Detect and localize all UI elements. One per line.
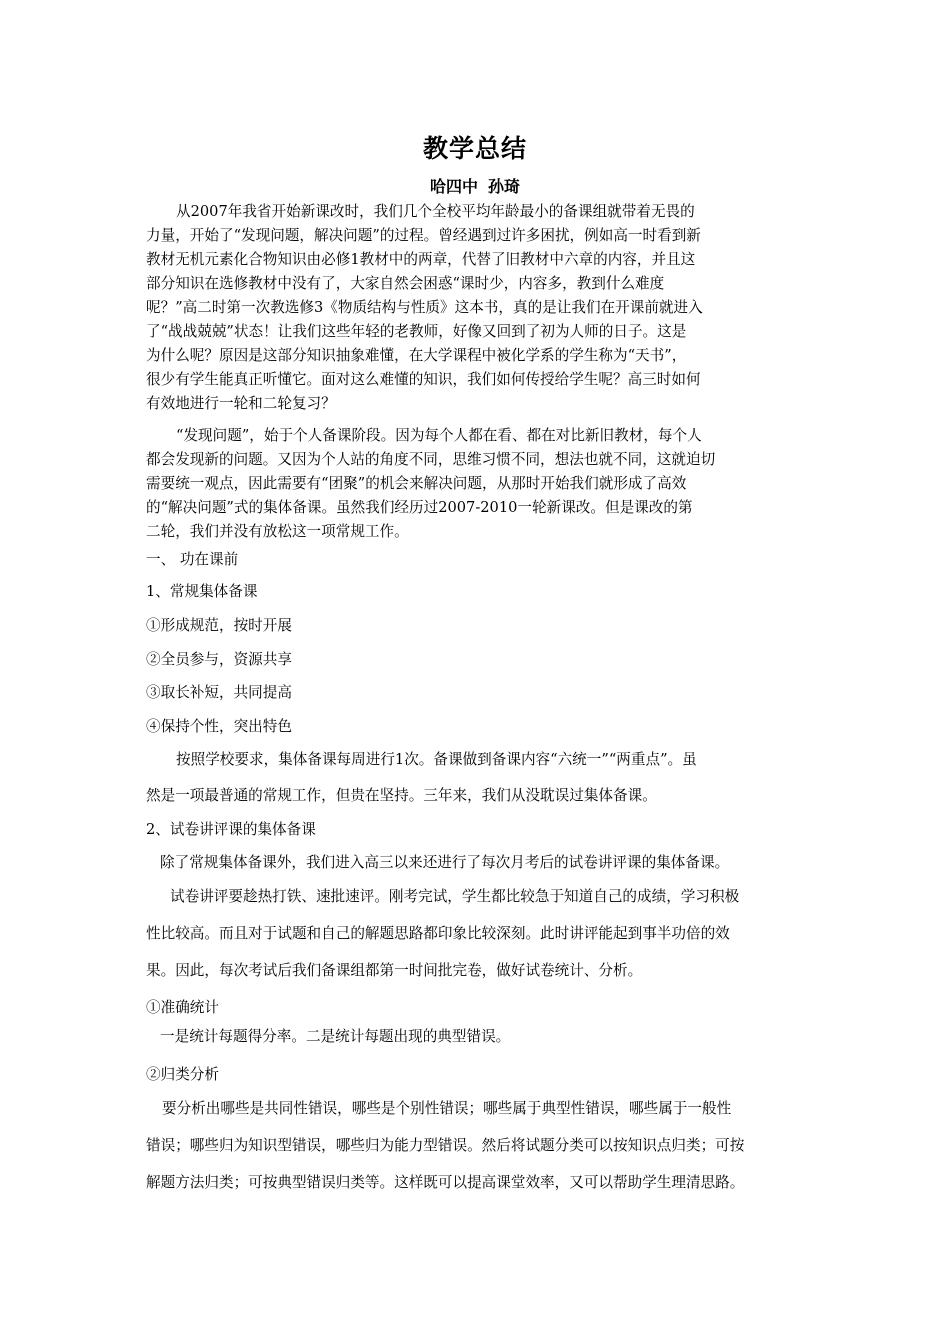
second-paragraph [146, 424, 814, 544]
paragraph-line: 力量，开始了“发现问题，解决问题”的过程。曾经遇到过许多困扰，例如高一时看到新 [146, 227, 701, 244]
paragraph-line: “发现问题”，始于个人备课阶段。因为每个人都在看、都在对比新旧教材，每个人 [176, 427, 702, 444]
third-paragraph [146, 742, 814, 814]
paragraph-line: 需要统一观点，因此需要有“团聚”的机会来解决问题，从那时开始我们就形成了高效 [146, 475, 687, 492]
author-line [0, 176, 950, 198]
subheading-1: 1、常规集体备课 [146, 583, 258, 600]
paragraph-line: 要分析出哪些是共同性错误，哪些是个别性错误；哪些属于典型性错误，哪些属于一般性 [162, 1100, 732, 1117]
paragraph-line: 二轮，我们并没有放松这一项常规工作。 [146, 523, 409, 540]
list-item: ①形成规范，按时开展 [146, 617, 292, 634]
paragraph-line: 一是统计每题得分率。二是统计每题出现的典型错误。 [160, 1028, 511, 1045]
paragraph-line: 从2007年我省开始新课改时，我们几个全校平均年龄最小的备课组就带着无畏的 [176, 203, 695, 220]
author-school: 哈四中 [429, 177, 478, 196]
paragraph-line: 部分知识在选修教材中没有了，大家自然会困惑“课时少，内容多，教到什么难度 [146, 275, 665, 292]
list-item: ①准确统计 [146, 999, 219, 1016]
paragraph-line: 为什么呢？原因是这部分知识抽象难懂，在大学课程中被化学系的学生称为“天书”， [146, 347, 687, 364]
paragraph-line: 错误；哪些归为知识型错误，哪些归为能力型错误。然后将试题分类可以按知识点归类；可按 [146, 1137, 745, 1154]
paragraph-line: 解题方法归类；可按典型错误归类等。这样既可以提高课堂效率，又可以帮助学生理清思路。 [146, 1174, 745, 1191]
list-item: ③取长补短，共同提高 [146, 684, 292, 701]
subheading-2: 2、试卷讲评课的集体备课 [146, 821, 316, 838]
list-item: ②归类分析 [146, 1066, 219, 1083]
list-item: ④保持个性，突出特色 [146, 718, 292, 735]
paragraph-line: 果。因此，每次考试后我们备课组都第一时间批完卷，做好试卷统计、分析。 [146, 962, 643, 979]
paragraph-line: 很少有学生能真正听懂它。面对这么难懂的知识，我们如何传授给学生呢？高三时如何 [146, 371, 701, 388]
author-name: 孙琦 [488, 177, 521, 196]
document-title: 教学总结 [422, 134, 527, 163]
list-item: ②全员参与，资源共享 [146, 651, 292, 668]
paragraph-line: 有效地进行一轮和二轮复习？ [146, 395, 336, 412]
paragraph-line: 都会发现新的问题。又因为个人站的角度不同，思维习惯不同，想法也就不同，这就迫切 [146, 451, 716, 468]
paragraph-line: 的“解决问题”式的集体备课。虽然我们经历过2007-2010一轮新课改。但是课改的第 [146, 499, 693, 516]
paragraph-line: 教材无机元素化合物知识由必修1教材中的两章，代替了旧教材中六章的内容，并且这 [146, 251, 696, 268]
paragraph-line: 了“战战兢兢”状态！让我们这些年轻的老教师，好像又回到了初为人师的日子。这是 [146, 323, 687, 340]
paragraph-line: 然是一项最普通的常规工作，但贵在坚持。三年来，我们从没耽误过集体备课。 [146, 787, 657, 804]
fifth-paragraph [146, 878, 814, 989]
paragraph-line: 按照学校要求，集体备课每周进行1次。备课做到备课内容“六统一”“两重点”。虽 [176, 751, 697, 768]
intro-paragraph [146, 200, 814, 416]
paragraph-line: 试卷讲评要趁热打铁、速批速评。刚考完试，学生都比较急于知道自己的成绩，学习积极 [170, 888, 740, 905]
paragraph-line: 除了常规集体备课外，我们进入高三以来还进行了每次月考后的试卷讲评课的集体备课。 [160, 854, 730, 871]
sixth-paragraph [146, 1090, 814, 1201]
paragraph-line: 呢？”高二时第一次教选修3《物质结构与性质》这本书，真的是让我们在开课前就进入 [146, 299, 703, 316]
paragraph-line: 性比较高。而且对于试题和自己的解题思路都印象比较深刻。此时讲评能起到事半功倍的效 [146, 925, 730, 942]
section-heading-1: 一、 功在课前 [146, 551, 239, 568]
